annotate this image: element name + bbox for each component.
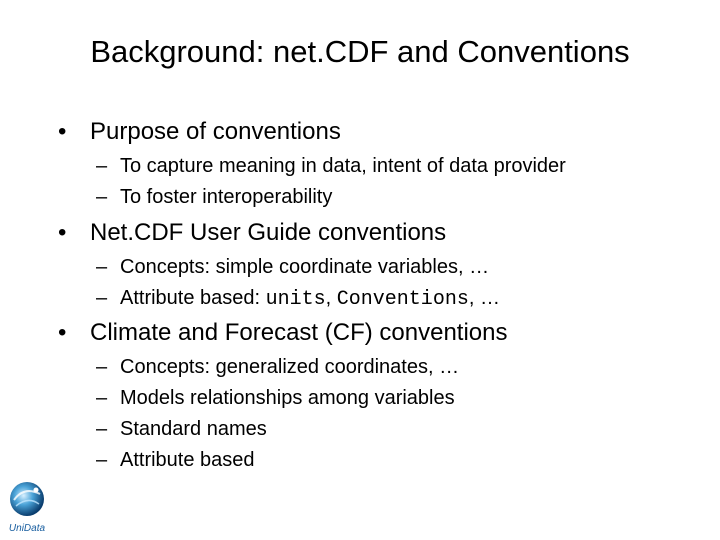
dash-marker: – <box>96 449 108 471</box>
dash-marker: – <box>96 155 108 177</box>
sub-list-netcdf <box>96 252 500 315</box>
sub-item-text: Attribute based: <box>120 287 266 309</box>
dash-marker: – <box>96 418 108 440</box>
bullet-marker: • <box>58 219 67 246</box>
sub-item <box>96 182 566 213</box>
sub-item-text: To foster interoperability <box>120 186 333 208</box>
dash-marker: – <box>96 186 108 208</box>
ellipsis-suffix: , … <box>468 287 500 309</box>
bullet-netcdf-user-guide-conventions <box>58 217 446 249</box>
sub-item-text: Models relationships among variables <box>120 387 455 409</box>
bullet-text: Climate and Forecast (CF) conventions <box>90 319 508 346</box>
dash-marker: – <box>96 287 108 309</box>
bullet-text: Net.CDF User Guide conventions <box>90 219 447 246</box>
dash-marker: – <box>96 256 108 278</box>
sub-item-text: Standard names <box>120 418 267 440</box>
sub-list-cf <box>96 352 459 476</box>
sub-item <box>96 383 459 414</box>
dash-marker: – <box>96 387 108 409</box>
sub-item <box>96 283 500 315</box>
sub-item-text: Attribute based <box>120 449 255 471</box>
dash-marker: – <box>96 356 108 378</box>
sub-item <box>96 252 500 283</box>
code-conventions: Conventions <box>336 288 469 311</box>
separator: , <box>325 287 337 309</box>
bullet-marker: • <box>58 118 67 145</box>
unidata-logo-icon <box>2 478 52 536</box>
sub-item-text: To capture meaning in data, intent of data provider <box>120 155 566 177</box>
sub-item <box>96 445 459 476</box>
sub-item <box>96 352 459 383</box>
sub-item-text: Concepts: simple coordinate variables, … <box>120 256 490 278</box>
slide-title: Background: net.CDF and Conventions <box>90 34 630 69</box>
logo-wordmark: UniData <box>8 523 46 534</box>
bullet-purpose-of-conventions <box>58 116 341 148</box>
sub-list-purpose <box>96 151 566 213</box>
sub-item <box>96 414 459 445</box>
sub-item-text: Concepts: generalized coordinates, … <box>120 356 460 378</box>
sub-item <box>96 151 566 182</box>
bullet-text: Purpose of conventions <box>90 118 341 145</box>
bullet-cf-conventions <box>58 317 508 349</box>
bullet-marker: • <box>58 319 67 346</box>
code-units: units <box>265 288 326 311</box>
